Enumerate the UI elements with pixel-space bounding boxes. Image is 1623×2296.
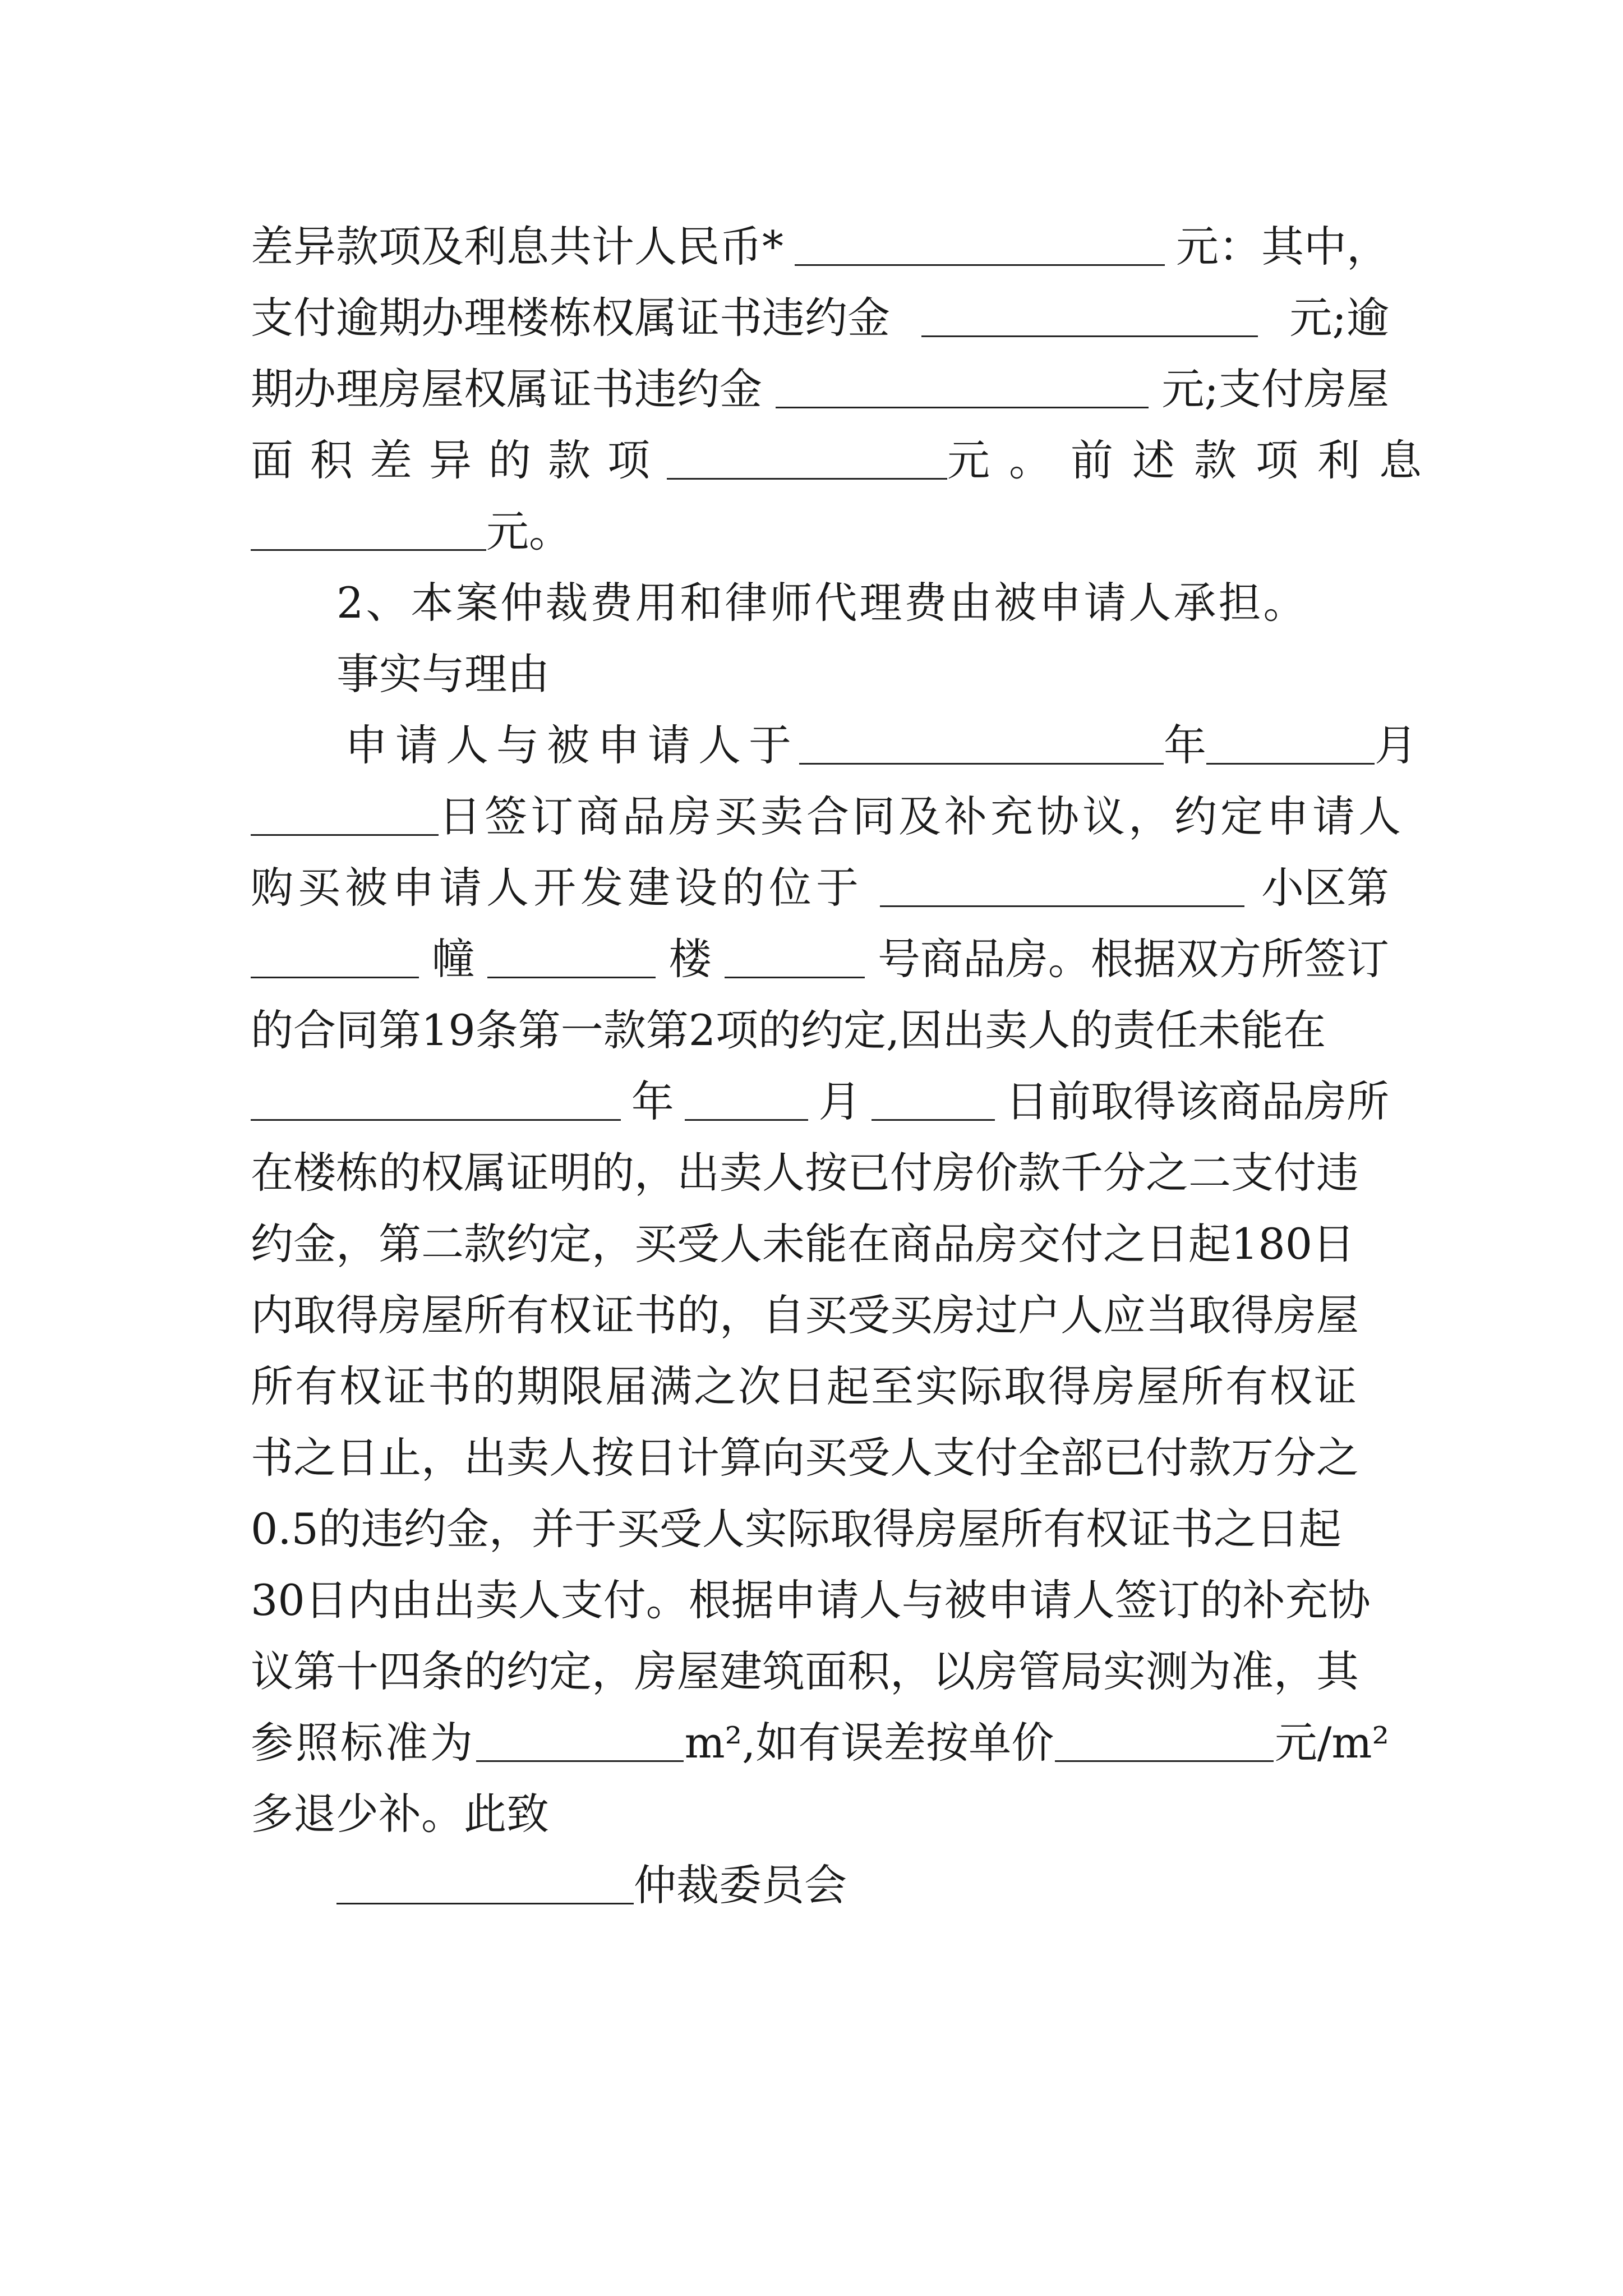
text-segment: 面积差异的款项 (251, 435, 667, 485)
fill-blank (872, 1119, 995, 1121)
text-segment: 日前取得该商品房所 (1005, 1076, 1389, 1126)
text-line (251, 1068, 1389, 1135)
fill-blank (795, 264, 1165, 266)
text-line (251, 1139, 1389, 1207)
text-line (251, 1424, 1389, 1492)
text-segment: 元。 (486, 507, 571, 556)
text-segment: 参照标准为 (251, 1718, 475, 1768)
fill-blank (1055, 1760, 1274, 1762)
text-segment: 所有权证书的期限届满之次日起至实际取得房屋所有权证 (251, 1361, 1358, 1411)
text-line (251, 1567, 1389, 1634)
text-segment: 2、本案仲裁费用和律师代理费由被申请人承担。 (336, 578, 1308, 628)
text-segment: 多退少补。此致 (251, 1789, 549, 1839)
text-segment: 申请人与被申请人于 (345, 720, 799, 770)
text-segment: 元。前述款项利息 (947, 435, 1441, 485)
text-segment: 号商品房。根据双方所签订 (877, 934, 1389, 984)
text-line (251, 783, 1404, 850)
text-segment: 楼 (668, 934, 712, 984)
text-line (251, 1709, 1389, 1777)
text-segment: 购买被申请人开发建设的位于 (251, 863, 863, 913)
text-segment: 年 (631, 1076, 674, 1126)
text-segment: 在楼栋的权属证明的，出卖人按已付房价款千分之二支付违 (251, 1148, 1359, 1198)
text-line (251, 1211, 1389, 1278)
text-line (251, 1353, 1389, 1420)
text-line (336, 1852, 1389, 1919)
fill-blank (251, 834, 439, 836)
text-line (251, 997, 1389, 1064)
text-segment: 元/m² (1274, 1718, 1389, 1768)
section-heading (336, 641, 1389, 708)
fill-blank (476, 1760, 684, 1762)
text-segment: 30日内由出卖人支付。根据申请人与被申请人签订的补充协 (251, 1575, 1371, 1625)
text-segment: 年 (1164, 720, 1206, 770)
fill-blank (336, 1903, 634, 1904)
fill-blank (799, 763, 1164, 765)
text-segment: m²,如有误差按单价 (684, 1718, 1054, 1768)
text-line (251, 284, 1389, 352)
text-segment: 日签订商品房买卖合同及补充协议，约定申请人 (439, 792, 1404, 841)
fill-blank (880, 905, 1244, 907)
text-line (251, 498, 1389, 565)
text-line (251, 213, 1389, 280)
text-segment: 议第十四条的约定，房屋建筑面积，以房管局实测为准，其 (251, 1646, 1359, 1696)
text-segment: 支付逾期办理楼栋权属证书违约金 (251, 293, 890, 343)
text-segment: 差异款项及利息共计人民币* (251, 222, 783, 272)
fill-blank (685, 1119, 808, 1121)
text-line (251, 1780, 1389, 1848)
text-segment: 元;支付房屋 (1161, 364, 1389, 414)
text-segment: 内取得房屋所有权证书的，自买受买房过户人应当取得房屋 (251, 1290, 1359, 1340)
fill-blank (725, 977, 865, 978)
text-segment: 元;逾 (1289, 293, 1389, 343)
text-segment: 月 (1375, 720, 1417, 770)
text-line (251, 926, 1389, 993)
text-segment: 月 (818, 1076, 861, 1126)
text-line (251, 1496, 1389, 1563)
text-segment: 的合同第19条第一款第2项的约定,因出卖人的责任未能在 (251, 1005, 1326, 1055)
text-line (251, 427, 1441, 494)
text-segment: 小区第 (1261, 863, 1389, 913)
text-line (251, 1282, 1389, 1349)
text-segment: 元：其中， (1176, 222, 1389, 272)
fill-blank (251, 1119, 621, 1121)
text-segment: 幢 (432, 934, 475, 984)
fill-blank (667, 478, 947, 480)
text-line (251, 356, 1389, 423)
text-line (251, 854, 1389, 922)
text-segment: 事实与理由 (336, 649, 550, 699)
text-segment: 书之日止，出卖人按日计算向买受人支付全部已付款万分之 (251, 1433, 1359, 1483)
fill-blank (251, 977, 419, 978)
fill-blank (921, 335, 1258, 337)
text-line (345, 712, 1417, 779)
text-segment: 仲裁委员会 (634, 1860, 847, 1910)
fill-blank (1206, 763, 1375, 765)
text-segment: 0.5的违约金，并于买受人实际取得房屋所有权证书之日起 (251, 1504, 1341, 1554)
text-line (336, 569, 1389, 637)
fill-blank (251, 549, 486, 551)
text-segment: 约金，第二款约定，买受人未能在商品房交付之日起180日 (251, 1219, 1355, 1269)
fill-blank (487, 977, 656, 978)
text-line (251, 1638, 1389, 1705)
text-segment: 期办理房屋权属证书违约金 (251, 364, 762, 414)
fill-blank (776, 407, 1149, 408)
